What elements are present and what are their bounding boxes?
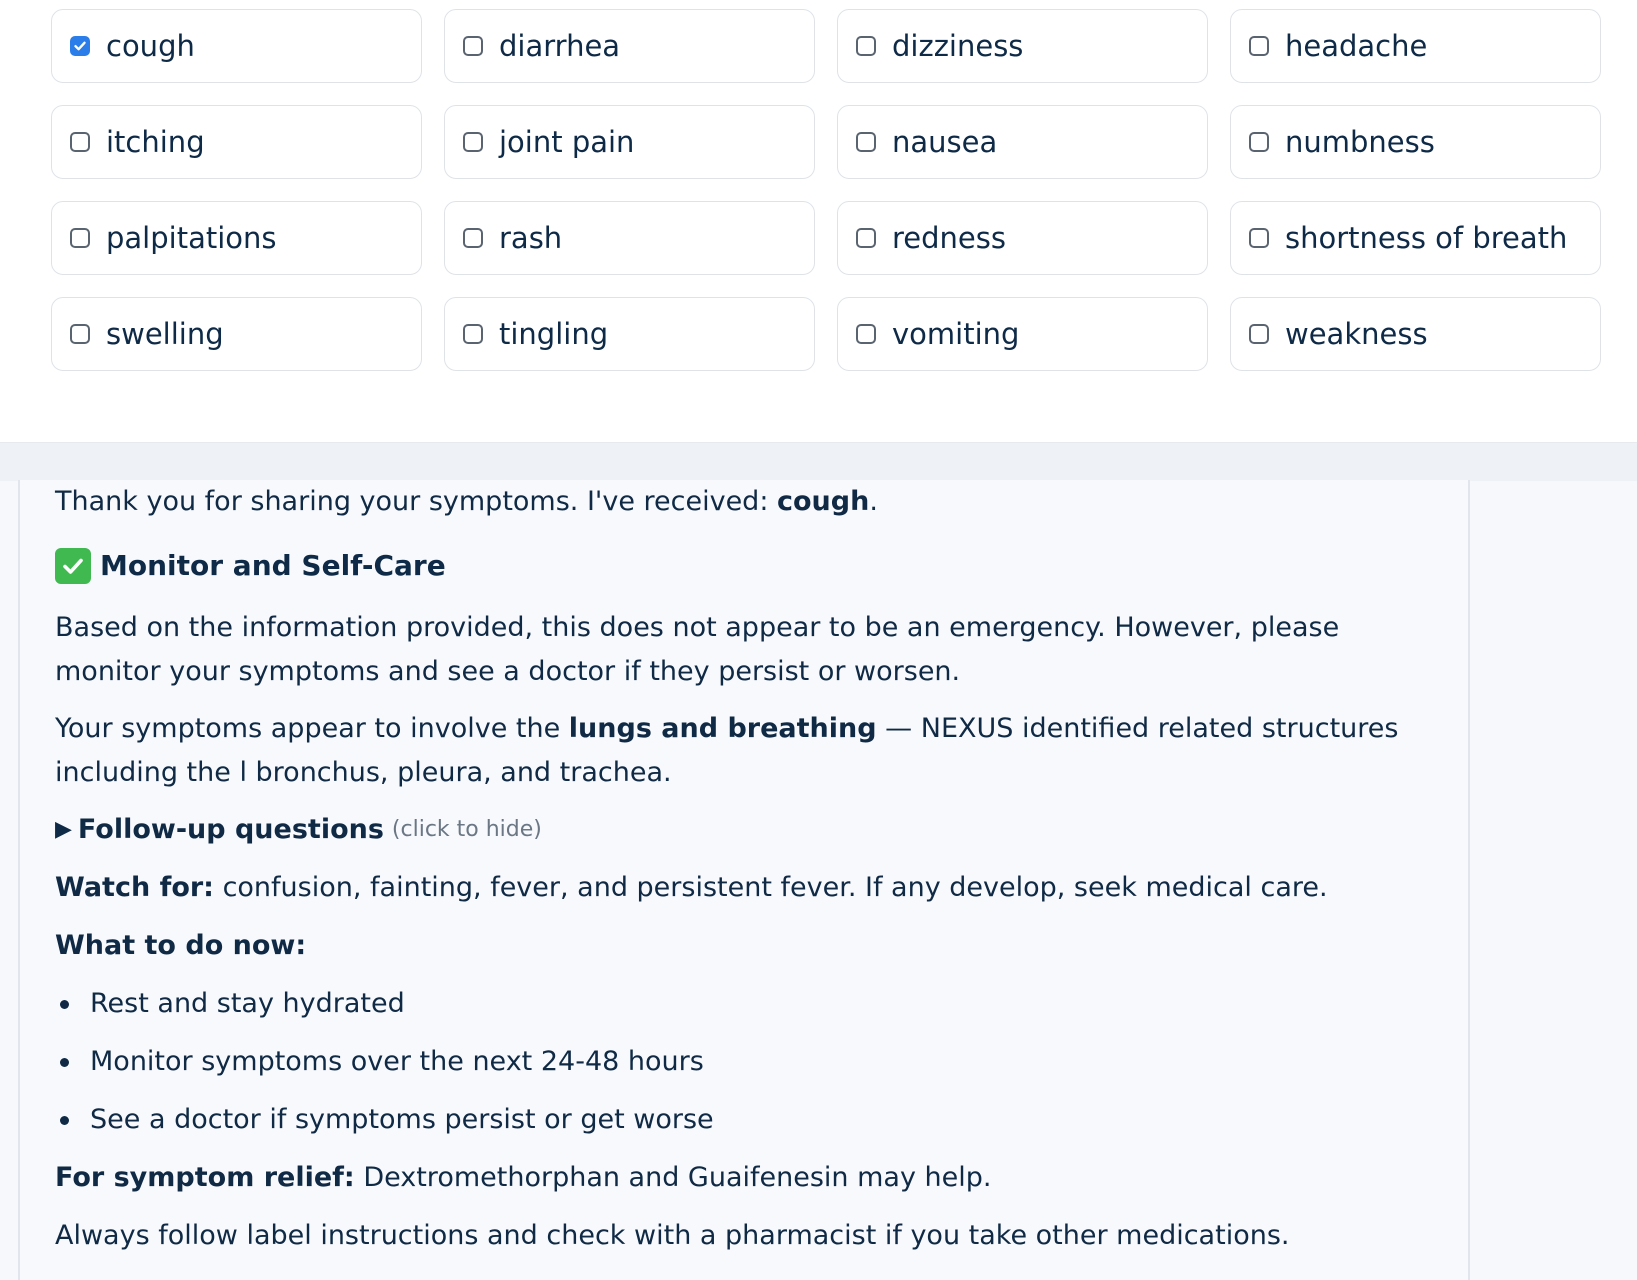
symptom-label: dizziness [892, 29, 1024, 63]
symptom-grid [51, 9, 1601, 371]
symptom-label: headache [1285, 29, 1428, 63]
checkbox-icon[interactable] [1249, 36, 1269, 56]
symptom-label: rash [499, 221, 563, 255]
symptom-option-rash[interactable] [444, 201, 815, 275]
checkbox-icon[interactable] [463, 228, 483, 248]
triangle-right-icon: ▶ [55, 817, 72, 842]
symptom-option-redness[interactable] [837, 201, 1208, 275]
symptom-option-vomiting[interactable] [837, 297, 1208, 371]
symptom-option-shortness-of-breath[interactable] [1230, 201, 1601, 275]
symptom-label: joint pain [499, 125, 635, 159]
intro-suffix: . [869, 486, 878, 517]
intro-text [55, 480, 878, 524]
list-item-text: Rest and stay hydrated [90, 988, 405, 1019]
list-item [55, 1040, 714, 1098]
symptom-label: weakness [1285, 317, 1428, 351]
symptom-option-joint-pain[interactable] [444, 105, 815, 179]
symptom-option-weakness[interactable] [1230, 297, 1601, 371]
symptom-selector-panel [0, 0, 1637, 442]
symptom-option-nausea[interactable] [837, 105, 1208, 179]
checkbox-icon[interactable] [856, 36, 876, 56]
symptom-option-headache[interactable] [1230, 9, 1601, 83]
symptom-label: redness [892, 221, 1006, 255]
followup-questions-toggle[interactable] [55, 808, 542, 852]
anatomy-prefix: Your symptoms appear to involve the [55, 713, 569, 744]
symptom-option-palpitations[interactable] [51, 201, 422, 275]
list-item [55, 1098, 714, 1156]
relief-body: Dextromethorphan and Guaifenesin may help. [354, 1162, 992, 1193]
anatomy-paragraph [55, 707, 1445, 795]
checkbox-checked-icon[interactable] [70, 36, 90, 56]
symptom-relief-text [55, 1156, 991, 1200]
symptom-label: tingling [499, 317, 609, 351]
symptom-label: palpitations [106, 221, 277, 255]
body-system: lungs and breathing [568, 713, 877, 744]
bullet-icon [60, 1000, 69, 1009]
symptom-option-numbness[interactable] [1230, 105, 1601, 179]
symptom-label: shortness of breath [1285, 221, 1568, 255]
medication-disclaimer: Always follow label instructions and check with a pharmacist if you take other medications. [55, 1220, 1290, 1251]
list-item [55, 982, 714, 1040]
anatomy-suffix: — NEXUS identified related structures including the l bronchus, pleura, and trachea. [55, 713, 1399, 788]
symptom-label: swelling [106, 317, 224, 351]
checkbox-icon[interactable] [70, 132, 90, 152]
triage-heading-text: Monitor and Self-Care [100, 549, 446, 582]
symptom-option-dizziness[interactable] [837, 9, 1208, 83]
bullet-icon [60, 1058, 69, 1067]
symptom-label: vomiting [892, 317, 1020, 351]
relief-label: For symptom relief: [55, 1162, 355, 1193]
symptom-option-swelling[interactable] [51, 297, 422, 371]
check-mark-icon [55, 548, 91, 584]
watch-for-label: Watch for: [55, 872, 214, 903]
symptom-option-diarrhea[interactable] [444, 9, 815, 83]
checkbox-icon[interactable] [1249, 132, 1269, 152]
section-divider [0, 442, 1637, 481]
symptom-label: cough [106, 29, 195, 63]
received-symptom: cough [777, 486, 870, 517]
checkbox-icon[interactable] [70, 324, 90, 344]
watch-for-text [55, 866, 1328, 910]
todo-heading: What to do now: [55, 930, 307, 961]
watch-for-body: confusion, fainting, fever, and persistent fever. If any develop, seek medical care. [213, 872, 1328, 903]
checkbox-icon[interactable] [463, 132, 483, 152]
checkbox-icon[interactable] [1249, 324, 1269, 344]
todo-list [55, 982, 714, 1156]
followup-hint: (click to hide) [391, 817, 542, 842]
checkbox-icon[interactable] [1249, 228, 1269, 248]
symptom-option-tingling[interactable] [444, 297, 815, 371]
symptom-label: diarrhea [499, 29, 621, 63]
bullet-icon [60, 1116, 69, 1125]
assessment-paragraph: Based on the information provided, this does not appear to be an emergency. However, please monitor your symptoms and see a doctor if they persist or worsen. [55, 612, 1340, 687]
symptom-option-itching[interactable] [51, 105, 422, 179]
symptom-label: itching [106, 125, 205, 159]
symptom-option-cough[interactable] [51, 9, 422, 83]
intro-prefix: Thank you for sharing your symptoms. I've received: [55, 486, 777, 517]
symptom-label: nausea [892, 125, 998, 159]
triage-heading [55, 544, 446, 588]
checkbox-icon[interactable] [463, 324, 483, 344]
checkbox-icon[interactable] [463, 36, 483, 56]
followup-label: Follow-up questions [77, 814, 384, 845]
symptom-label: numbness [1285, 125, 1435, 159]
checkbox-icon[interactable] [856, 132, 876, 152]
checkbox-icon[interactable] [856, 324, 876, 344]
list-item-text: See a doctor if symptoms persist or get worse [90, 1104, 714, 1135]
list-item-text: Monitor symptoms over the next 24-48 hours [90, 1046, 704, 1077]
assistant-message [18, 480, 1470, 1280]
checkbox-icon[interactable] [70, 228, 90, 248]
checkbox-icon[interactable] [856, 228, 876, 248]
